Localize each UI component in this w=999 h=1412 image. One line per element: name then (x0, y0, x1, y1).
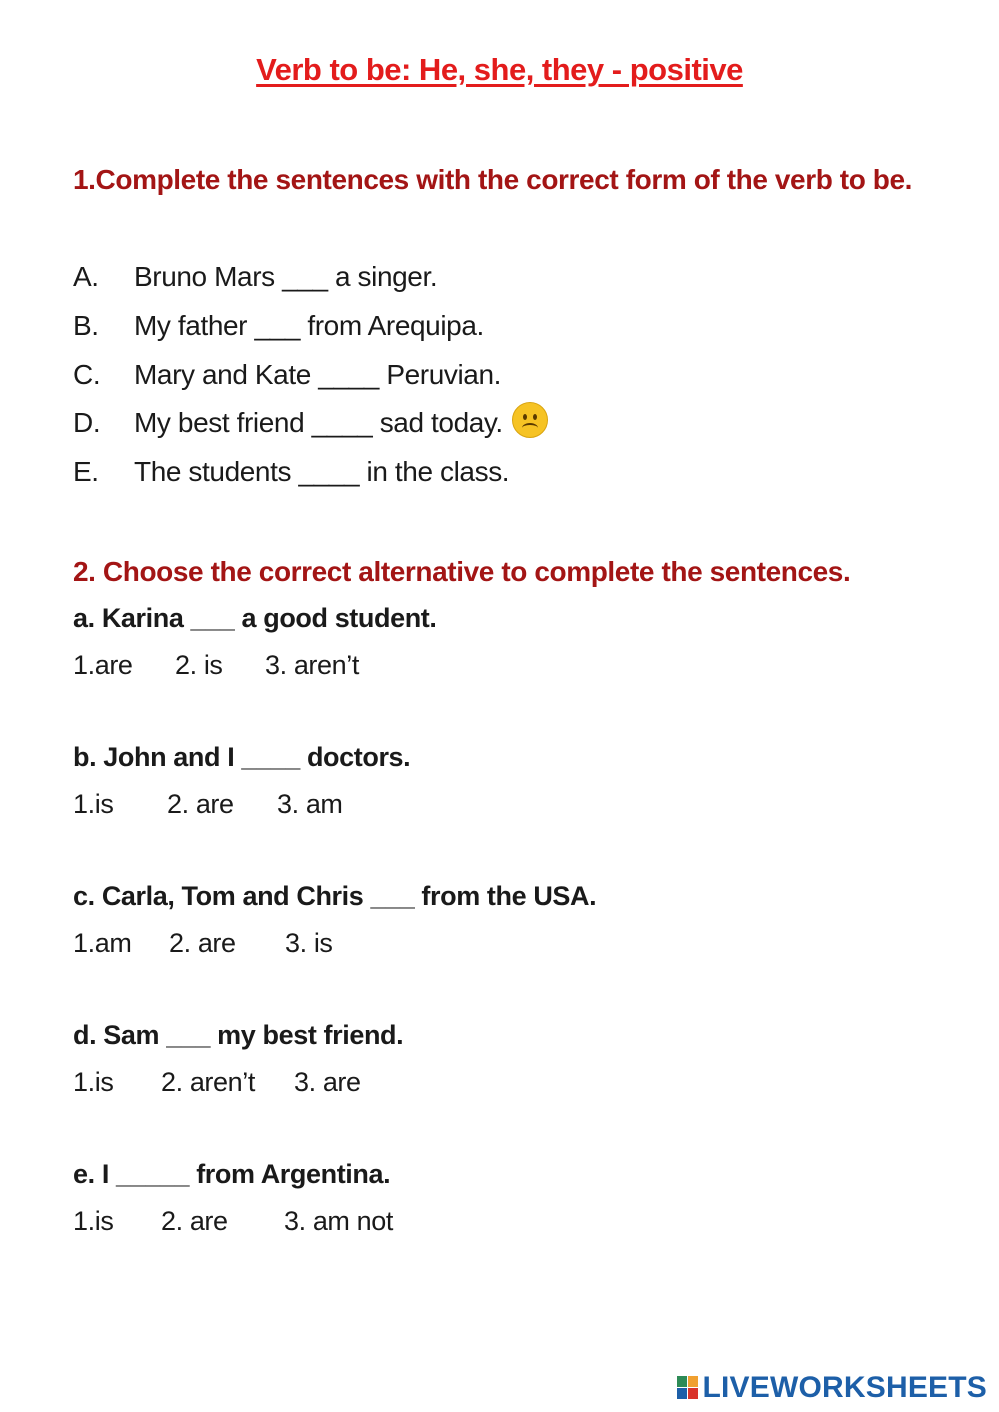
list-text: The students ____ in the class. (134, 456, 510, 487)
sad-face-icon (512, 402, 548, 438)
liveworksheets-logo[interactable] (677, 1368, 988, 1408)
question-d: d. Sam ___ my best friend. (73, 1020, 404, 1050)
option[interactable]: 2. is (175, 650, 223, 680)
list-text: Bruno Mars ___ a singer. (134, 261, 438, 292)
option[interactable]: 3. am (277, 789, 343, 819)
option[interactable]: 1.is (73, 1067, 114, 1097)
list-text: My best friend ____ sad today. (134, 407, 503, 438)
question-e: e. I _____ from Argentina. (73, 1159, 391, 1189)
question-c: c. Carla, Tom and Chris ___ from the USA. (73, 881, 597, 911)
section-2-heading: 2. Choose the correct alternative to complete the sentences. (73, 556, 851, 587)
list-item (73, 252, 437, 301)
list-item (73, 350, 501, 399)
option[interactable]: 1.am (73, 928, 132, 958)
liveworksheets-logo-icon (677, 1376, 699, 1400)
option[interactable]: 2. are (169, 928, 236, 958)
list-letter: C. (73, 359, 101, 390)
option[interactable]: 1.are (73, 650, 133, 680)
option[interactable]: 1.is (73, 1206, 114, 1236)
list-item (73, 447, 509, 496)
option[interactable]: 3. am not (284, 1206, 393, 1236)
question-b: b. John and I ____ doctors. (73, 742, 411, 772)
option[interactable]: 1.is (73, 789, 114, 819)
option[interactable]: 2. are (167, 789, 234, 819)
list-item (73, 398, 548, 447)
option[interactable]: 2. are (161, 1206, 228, 1236)
option[interactable]: 3. aren’t (265, 650, 359, 680)
list-item (73, 301, 484, 350)
list-letter: A. (73, 261, 99, 292)
option[interactable]: 2. aren’t (161, 1067, 255, 1097)
option[interactable]: 3. are (294, 1067, 361, 1097)
page-title: Verb to be: He, she, they - positive (256, 52, 743, 87)
list-text: My father ___ from Arequipa. (134, 310, 484, 341)
list-letter: D. (73, 407, 101, 438)
section-1-heading: 1.Complete the sentences with the correct form of the verb to be. (73, 164, 913, 195)
question-a: a. Karina ___ a good student. (73, 603, 437, 633)
option[interactable]: 3. is (285, 928, 333, 958)
liveworksheets-logo-text: LIVEWORKSHEETS (702, 1371, 987, 1404)
list-letter: B. (73, 310, 99, 341)
list-letter: E. (73, 456, 99, 487)
list-text: Mary and Kate ____ Peruvian. (134, 359, 502, 390)
